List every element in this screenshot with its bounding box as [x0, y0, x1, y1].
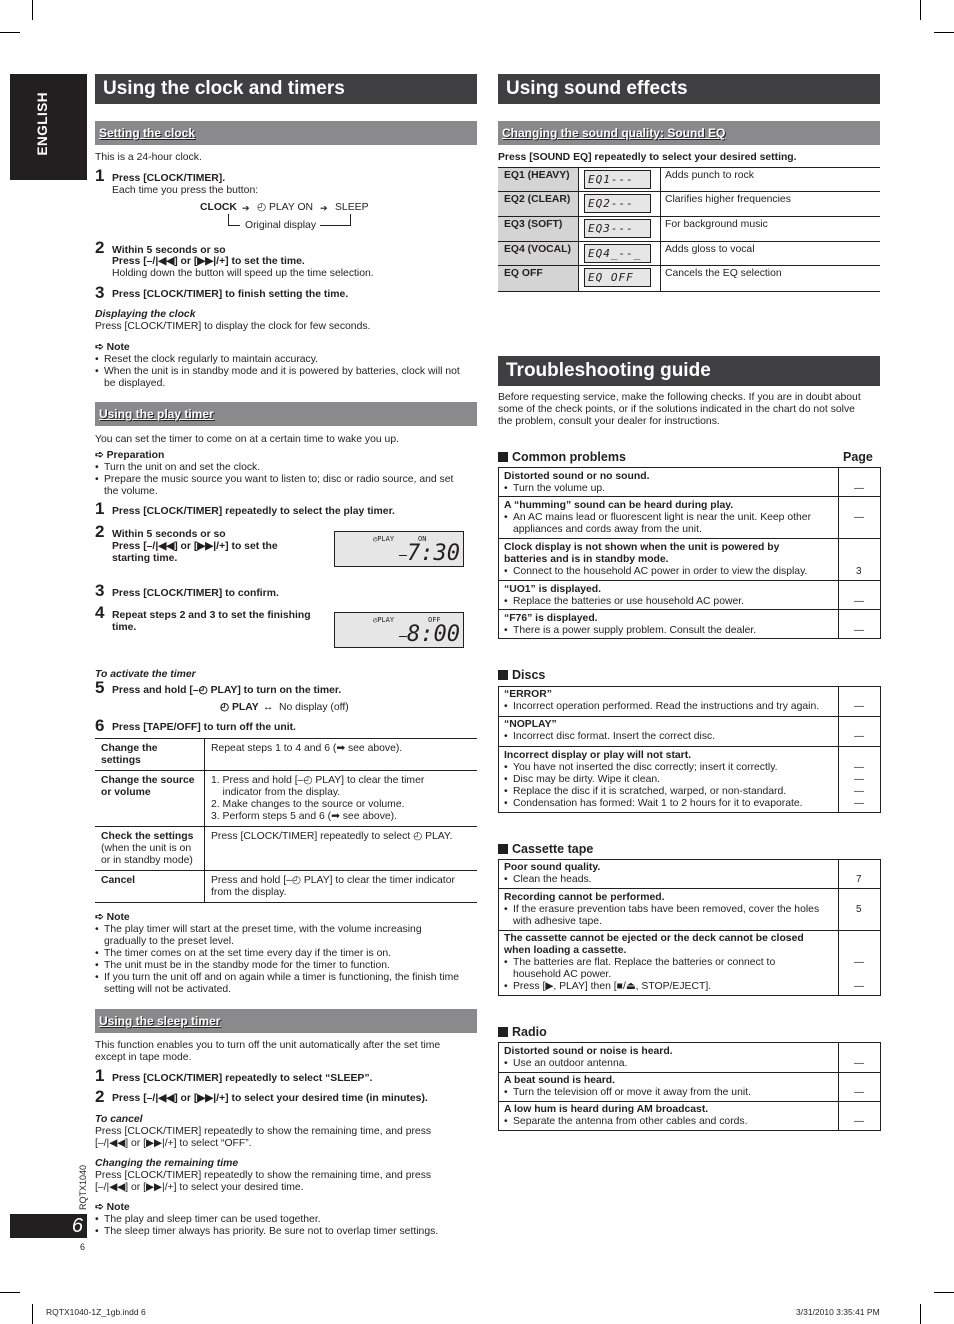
step-number: 4 [95, 603, 105, 622]
note-item: • Reset the clock regularly to maintain accuracy. [104, 354, 318, 366]
step-text: Press [CLOCK/TIMER] to finish setting the time. [112, 289, 349, 300]
eq-mode-description: Clarifies higher frequencies [665, 194, 791, 205]
eq-mode-description: Adds gloss to vocal [665, 244, 755, 255]
problem-solution: • Disc may be dirty. Wipe it clean. [513, 774, 660, 786]
step-text: Press [–/|◀◀] or [▶▶|/+] to set the time. [112, 256, 305, 267]
clock-intro: This is a 24-hour clock. [95, 152, 202, 163]
page-ref: — [854, 1087, 864, 1098]
note-item: • The play timer will start at the preset time, with the volume increasing [104, 924, 422, 936]
lcd-play-label: ◴PLAY [373, 616, 395, 624]
table-key: settings [101, 755, 141, 766]
problem-solution-cont: appliances and cords away from the unit. [513, 524, 702, 535]
table-rule [498, 496, 881, 497]
eq-mode-name: EQ OFF [504, 268, 543, 279]
trouble-intro: the problem, consult your dealer for instructions. [498, 416, 720, 427]
step-text: Press [CLOCK/TIMER] to confirm. [112, 588, 279, 599]
problem-solution-cont: household AC power. [513, 969, 612, 980]
play-timer-intro: You can set the timer to come on at a certain time to wake you up. [95, 434, 399, 445]
note-label: ➪ Note [95, 1202, 130, 1213]
sound-effects-title: Using sound effects [498, 74, 880, 104]
prep-item: • Turn the unit on and set the clock. [104, 462, 260, 474]
step-subtext: Holding down the button will speed up the time selection. [112, 268, 374, 279]
problem-solution: • Incorrect disc format. Insert the correct disc. [513, 731, 715, 743]
problem-title: Incorrect display or play will not start. [504, 750, 692, 761]
problem-solution: • Turn the volume up. [513, 483, 605, 495]
cycle-arrow: ➔ [242, 203, 250, 213]
problem-title: The cassette cannot be ejected or the deck cannot be closed [504, 933, 804, 944]
table-value: 3. Perform steps 5 and 6 (➡ see above). [211, 811, 398, 822]
lcd-time: 8:00 [407, 622, 460, 647]
step-number: 5 [95, 678, 105, 697]
step-text: Press [TAPE/OFF] to turn off the unit. [112, 722, 296, 733]
table-rule [498, 291, 880, 292]
note-item: • When the unit is in standby mode and it is powered by batteries, clock will not [104, 366, 460, 378]
table-rule [498, 930, 881, 931]
cycle-clock: CLOCK [200, 202, 237, 213]
eq-mode-description: For background music [665, 219, 768, 230]
page-ref: — [854, 786, 864, 797]
step-text: Press [CLOCK/TIMER]. [112, 173, 226, 184]
note-label: ➪ Note [95, 912, 130, 923]
eq-mode-name: EQ3 (SOFT) [504, 219, 563, 230]
prep-item: • Prepare the music source you want to listen to; disc or radio source, and set [104, 474, 453, 486]
problem-title: “UO1” is displayed. [504, 584, 602, 595]
problem-title: A low hum is heard during AM broadcast. [504, 1104, 709, 1115]
note-icon: ➪ [95, 342, 104, 353]
table-rule [95, 870, 477, 871]
radio-label: Radio [498, 1025, 547, 1039]
table-rule [498, 1072, 881, 1073]
step-number: 2 [95, 1087, 105, 1106]
page-ref: — [854, 1058, 864, 1069]
note-icon: ➪ [95, 912, 104, 923]
cycle-original: Original display [245, 220, 317, 231]
problem-solution: • You have not inserted the disc correctly; insert it correctly. [513, 762, 778, 774]
table-rule [838, 1042, 839, 1131]
cycle-arrow: ➔ [320, 203, 328, 213]
note-item: • The play and sleep timer can be used together. [104, 1214, 321, 1226]
page-ref: — [854, 701, 864, 712]
problem-title: Poor sound quality. [504, 862, 601, 873]
cancel-text: [–/|◀◀] or [▶▶|/+] to select “OFF”. [95, 1138, 252, 1149]
change-text: [–/|◀◀] or [▶▶|/+] to select your desired time. [95, 1182, 304, 1193]
sound-eq-intro: Press [SOUND EQ] repeatedly to select your desired setting. [498, 152, 797, 163]
preparation-icon: ➪ [95, 450, 104, 461]
step-text: Within 5 seconds or so [112, 529, 226, 540]
page-column-label: Page [843, 450, 873, 464]
step-subtext: Each time you press the button: [112, 185, 259, 196]
note-item: • The timer comes on at the set time every day if the timer is on. [104, 948, 391, 960]
step-number: 1 [95, 499, 105, 518]
change-heading: Changing the remaining time [95, 1158, 239, 1169]
toggle-off: No display (off) [279, 702, 349, 713]
table-value: indicator from the display. [211, 787, 341, 798]
problem-title: “NOPLAY” [504, 719, 557, 730]
eq-lcd-display: EQ4_--_ [584, 244, 651, 263]
trouble-intro: Before requesting service, make the following checks. If you are in doubt about [498, 392, 861, 403]
table-rule [838, 467, 839, 639]
note-icon: ➪ [95, 1202, 104, 1213]
problem-solution-cont: with adhesive tape. [513, 916, 602, 927]
eq-mode-name: EQ2 (CLEAR) [504, 194, 571, 205]
page-ref: — [854, 596, 864, 607]
problem-solution: • If the erasure prevention tabs have been removed, cover the holes [513, 904, 819, 916]
problem-solution: • Clean the heads. [513, 874, 592, 886]
page-ref: — [854, 483, 864, 494]
table-value: Repeat steps 1 to 4 and 6 (➡ see above). [211, 743, 403, 754]
table-rule [95, 738, 477, 739]
crop-mark [0, 1292, 20, 1293]
problem-title: “ERROR” [504, 689, 552, 700]
page-ref: — [854, 981, 864, 992]
common-problems-label: Common problems [498, 450, 626, 464]
sleep-intro: except in tape mode. [95, 1052, 192, 1063]
problem-solution: • Connect to the household AC power in order to view the display. [513, 566, 807, 578]
footer-file: RQTX1040-1Z_1gb.indd 6 [46, 1307, 146, 1317]
table-rule [498, 716, 881, 717]
displaying-clock-text: Press [CLOCK/TIMER] to display the clock for few seconds. [95, 321, 371, 332]
prep-item-cont: the volume. [104, 486, 158, 497]
step-number: 2 [95, 522, 105, 541]
table-key: Change the [101, 743, 158, 754]
page-ref: — [854, 798, 864, 809]
cancel-text: Press [CLOCK/TIMER] repeatedly to show the remaining time, and press [95, 1126, 432, 1137]
page-number-tab: 6 [10, 1214, 87, 1238]
crop-mark [0, 32, 20, 33]
lcd-off-label: OFF [428, 616, 441, 624]
table-rule [498, 191, 880, 192]
lcd-play-label: ◴PLAY [373, 535, 395, 543]
change-text: Press [CLOCK/TIMER] repeatedly to show the remaining time, and press [95, 1170, 432, 1181]
displaying-clock-heading: Displaying the clock [95, 309, 196, 320]
toggle-play: ◴ PLAY [220, 702, 259, 713]
problem-title: A “humming” sound can be heard during play. [504, 500, 734, 511]
table-key: Check the settings [101, 831, 194, 842]
note-item: • The unit must be in the standby mode for the timer to function. [104, 960, 390, 972]
problem-solution: • Use an outdoor antenna. [513, 1058, 627, 1070]
square-bullet-icon [498, 670, 508, 680]
cancel-heading: To cancel [95, 1114, 143, 1125]
small-page-number: 6 [80, 1242, 86, 1252]
table-rule [498, 580, 881, 581]
page-ref: — [854, 1116, 864, 1127]
cycle-line [320, 225, 350, 226]
table-key: or volume [101, 787, 151, 798]
table-rule [95, 770, 477, 771]
table-rule [498, 888, 881, 889]
page-ref: — [854, 762, 864, 773]
step-number: 1 [95, 1066, 105, 1085]
cassette-label: Cassette tape [498, 842, 593, 856]
lcd-time: 7:30 [407, 541, 460, 566]
eq-lcd-display: EQ1--- [584, 170, 651, 189]
problem-title: Distorted sound or noise is heard. [504, 1046, 673, 1057]
step-text: Press [CLOCK/TIMER] repeatedly to select the play timer. [112, 506, 395, 517]
square-bullet-icon [498, 452, 508, 462]
table-value: Press and hold [–◴ PLAY] to clear the timer indicator [211, 875, 455, 886]
problem-solution: • Separate the antenna from other cables and cords. [513, 1116, 748, 1128]
eq-mode-description: Cancels the EQ selection [665, 268, 782, 279]
step-text: time. [112, 622, 137, 633]
table-rule [838, 859, 839, 996]
problem-solution: • Replace the batteries or use household AC power. [513, 596, 744, 608]
table-value: 2. Make changes to the source or volume. [211, 799, 405, 810]
clock-timers-title: Using the clock and timers [95, 74, 477, 104]
step-number: 3 [95, 581, 105, 600]
problem-solution: • Turn the television off or move it away from the unit. [513, 1087, 751, 1099]
page-ref: — [854, 731, 864, 742]
crop-mark [934, 1292, 954, 1293]
cycle-sleep: SLEEP [335, 202, 369, 213]
table-rule [838, 686, 839, 813]
table-rule [578, 167, 579, 291]
problem-solution: • Condensation has formed: Wait 1 to 2 hours for it to evaporate. [513, 798, 803, 810]
step-text: Press [–/|◀◀] or [▶▶|/+] to select your desired time (in minutes). [112, 1093, 428, 1104]
table-value: from the display. [211, 887, 287, 898]
step-text: Press [CLOCK/TIMER] repeatedly to select “SLEEP”. [112, 1073, 373, 1084]
page-ref: — [854, 625, 864, 636]
table-rule [498, 746, 881, 747]
problem-title: batteries and is in standby mode. [504, 554, 669, 565]
crop-mark [920, 1304, 921, 1324]
step-text: Press and hold [–◴ PLAY] to turn on the timer. [112, 685, 342, 696]
cycle-line [350, 214, 351, 226]
table-rule [95, 902, 477, 903]
table-rule [498, 265, 880, 266]
table-key: (when the unit is on [101, 843, 192, 854]
lcd-on-label: ON [418, 535, 427, 543]
page-ref: 5 [856, 904, 862, 915]
crop-mark [920, 0, 921, 20]
eq-mode-name: EQ1 (HEAVY) [504, 170, 570, 181]
problem-title: when loading a cassette. [504, 945, 627, 956]
square-bullet-icon [498, 844, 508, 854]
lcd-start-time [334, 531, 464, 567]
note-item: • If you turn the unit off and on again while a timer is functioning, the finish time [104, 972, 459, 984]
table-rule [498, 241, 880, 242]
page-ref: — [854, 957, 864, 968]
sleep-timer-heading: Using the sleep timer [95, 1009, 477, 1033]
eq-mode-description: Adds punch to rock [665, 170, 754, 181]
problem-title: Distorted sound or no sound. [504, 471, 650, 482]
step-number: 1 [95, 166, 105, 185]
crop-mark [32, 0, 33, 20]
trouble-intro: some of the check points, or if the solutions indicated in the chart do not solve [498, 404, 855, 415]
table-key: Change the source [101, 775, 195, 786]
crop-mark [32, 1304, 33, 1324]
note-item-cont: gradually to the preset level. [104, 936, 234, 947]
step-number: 3 [95, 283, 105, 302]
eq-lcd-display: EQ3--- [584, 219, 651, 238]
footer-date: 3/31/2010 3:35:41 PM [796, 1307, 880, 1317]
table-rule [498, 1101, 881, 1102]
table-key: Cancel [101, 875, 136, 886]
note-item-cont: setting will not be activated. [104, 984, 232, 995]
problem-solution: • The batteries are flat. Replace the batteries or connect to [513, 957, 775, 969]
lcd-dash [399, 555, 407, 556]
problem-solution: • Press [▶, PLAY] then [■/⏏, STOP/EJECT]. [513, 981, 711, 993]
problem-solution: • Replace the disc if it is scratched, warped, or non-standard. [513, 786, 786, 798]
step-number: 6 [95, 716, 105, 735]
page-ref: — [854, 774, 864, 785]
problem-title: Recording cannot be performed. [504, 892, 665, 903]
table-rule [204, 738, 205, 902]
step-text: starting time. [112, 553, 178, 564]
language-tab: ENGLISH [10, 74, 87, 180]
table-rule [660, 167, 661, 291]
cycle-line [228, 225, 240, 226]
crop-mark [934, 32, 954, 33]
problem-solution: • An AC mains lead or fluorescent light is near the unit. Keep other [513, 512, 811, 524]
problem-solution: • There is a power supply problem. Consult the dealer. [513, 625, 756, 637]
square-bullet-icon [498, 1027, 508, 1037]
sound-eq-heading: Changing the sound quality: Sound EQ [498, 121, 880, 145]
table-rule [498, 216, 880, 217]
note-item-cont: be displayed. [104, 378, 166, 389]
page-ref: 7 [856, 874, 862, 885]
problem-title: “F76” is displayed. [504, 613, 598, 624]
step-text: Within 5 seconds or so [112, 245, 226, 256]
eq-lcd-display: EQ2--- [584, 194, 651, 213]
table-value: 1. Press and hold [–◴ PLAY] to clear the timer [211, 775, 425, 786]
page-ref: 3 [856, 566, 862, 577]
cycle-play-on: ◴ PLAY ON [257, 202, 314, 213]
table-value: Press [CLOCK/TIMER] repeatedly to select ◴ PLAY. [211, 831, 453, 842]
table-rule [95, 826, 477, 827]
play-timer-heading: Using the play timer [95, 402, 477, 426]
table-rule [498, 609, 881, 610]
note-label: ➪ Note [95, 342, 130, 353]
step-number: 2 [95, 238, 105, 257]
troubleshooting-title: Troubleshooting guide [498, 356, 880, 386]
page-ref: — [854, 512, 864, 523]
activate-timer-heading: To activate the timer [95, 669, 196, 680]
toggle-arrow: ↔ [263, 702, 274, 713]
eq-lcd-display: EQ OFF [584, 268, 651, 287]
table-key: or in standby mode) [101, 855, 193, 866]
lcd-finish-time [334, 612, 464, 648]
problem-title: A beat sound is heard. [504, 1075, 616, 1086]
step-text: Press [–/|◀◀] or [▶▶|/+] to set the [112, 541, 278, 552]
step-text: Repeat steps 2 and 3 to set the finishing [112, 610, 311, 621]
problem-title: Clock display is not shown when the unit is powered by [504, 542, 780, 553]
document-code: RQTX1040 [78, 1164, 88, 1210]
problem-solution: • Incorrect operation performed. Read the instructions and try again. [513, 701, 819, 713]
discs-label: Discs [498, 668, 545, 682]
sleep-intro: This function enables you to turn off the unit automatically after the set time [95, 1040, 441, 1051]
preparation-label: ➪ Preparation [95, 450, 165, 461]
eq-mode-name: EQ4 (VOCAL) [504, 244, 571, 255]
lcd-dash [399, 636, 407, 637]
table-rule [498, 538, 881, 539]
note-item: • The sleep timer always has priority. Be sure not to overlap timer settings. [104, 1226, 438, 1238]
setting-clock-heading: Setting the clock [95, 121, 477, 145]
